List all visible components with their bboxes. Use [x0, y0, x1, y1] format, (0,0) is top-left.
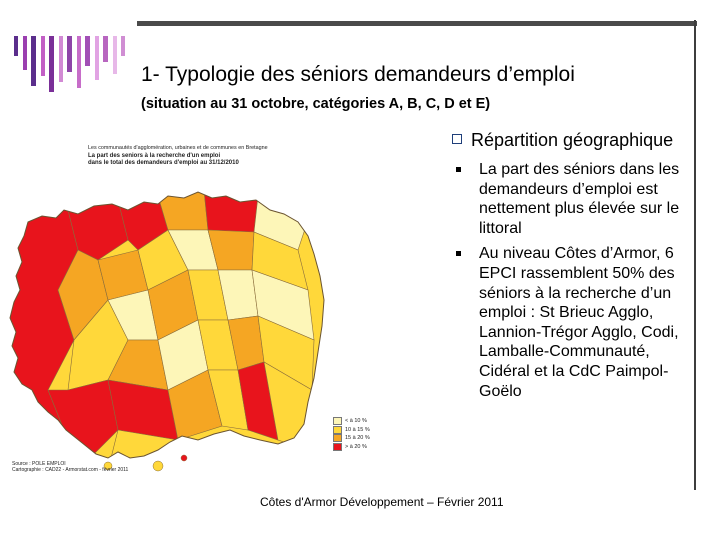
- legend-item: [333, 443, 370, 452]
- map-regions: [8, 140, 326, 480]
- legend-label: 10 à 15 %: [345, 426, 370, 433]
- legend-swatch: [333, 417, 342, 425]
- slide-title: 1- Typologie des séniors demandeurs d’emploi: [141, 63, 575, 86]
- legend-item: [333, 434, 370, 443]
- brittany-map: [8, 140, 326, 480]
- map-caption-line3: dans le total des demandeurs d'emploi au 31/12/2010: [88, 160, 239, 166]
- map-legend: [333, 417, 370, 451]
- map-caption: [88, 145, 328, 168]
- legend-label: 15 à 20 %: [345, 435, 370, 442]
- legend-label: > à 20 %: [345, 443, 367, 450]
- legend-item: [333, 426, 370, 435]
- checkbox-bullet-icon: [452, 134, 462, 144]
- legend-swatch: [333, 443, 342, 451]
- slide-subtitle: (situation au 31 octobre, catégories A, B, C, D et E): [141, 96, 491, 112]
- legend-label: < à 10 %: [345, 418, 367, 425]
- map-caption-line1: Les communautés d'agglomération, urbaines et de communes en Bretagne: [88, 145, 268, 151]
- top-rule: [137, 21, 697, 26]
- source-line1: Source : POLE EMPLOI: [12, 461, 66, 467]
- right-rule: [694, 20, 696, 490]
- content-heading: Répartition géographique: [471, 130, 674, 150]
- legend-item: [333, 417, 370, 426]
- bullet-text: Au niveau Côtes d’Armor, 6 EPCI rassemblent 50% des séniors à la recherche d’un emploi : St Brieuc Agglo, Lannion-Trégor Agglo, Codi, Lamballe-Communauté, Cidéral et la CdC Paimpol-Goëlo: [479, 245, 679, 400]
- map-caption-line2: La part des seniors à la recherche d'un emploi: [88, 152, 221, 159]
- bullet-text: La part des séniors dans les demandeurs d’emploi est nettement plus élevée sur le littoral: [479, 161, 680, 237]
- square-bullet-icon: [456, 251, 461, 256]
- square-bullet-icon: [456, 167, 461, 172]
- slide-footer: Côtes d'Armor Développement – Février 2011: [260, 495, 504, 509]
- bullet-item: [452, 160, 694, 238]
- source-line2: Cartographie : CAD22 - Armorstat.com - février 2011: [12, 467, 129, 473]
- decorative-bars: [14, 30, 134, 92]
- legend-swatch: [333, 426, 342, 434]
- map-source: [12, 461, 128, 473]
- legend-swatch: [333, 434, 342, 442]
- heading-row: [452, 128, 694, 152]
- bullet-item: [452, 244, 694, 401]
- content-block: [452, 128, 694, 401]
